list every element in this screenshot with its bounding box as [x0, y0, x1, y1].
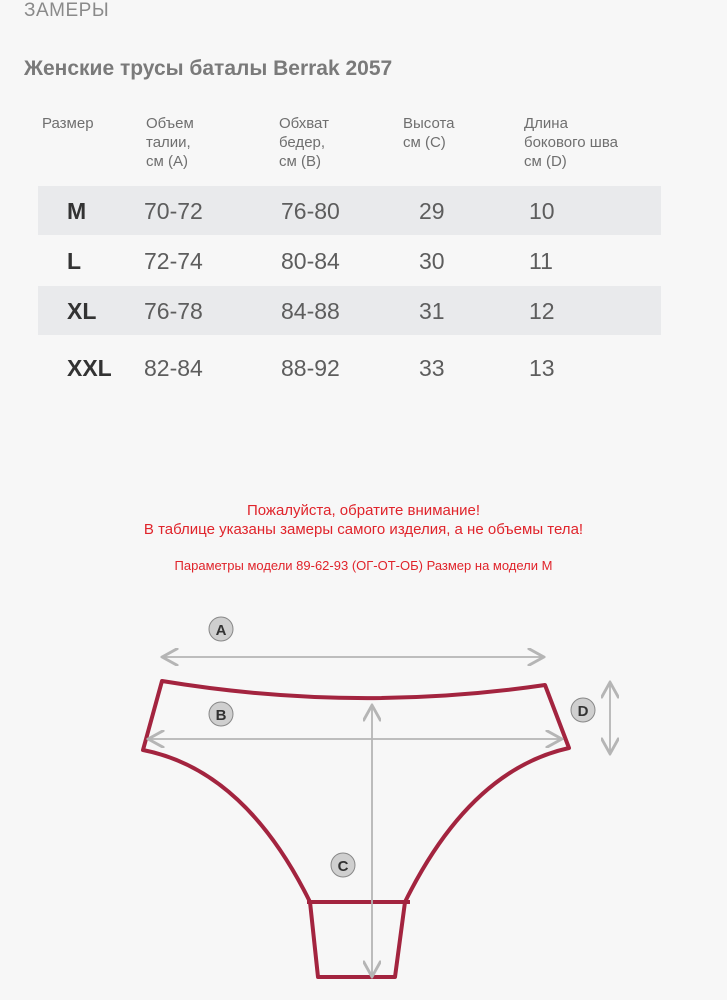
note-attention: Пожалуйста, обратите внимание! [246, 502, 481, 519]
note-measurements: В таблице указаны замеры самого изделия, а не объемы тела! [143, 521, 584, 538]
hips-cell: 80-84 [281, 248, 340, 274]
label-d: D [577, 703, 589, 720]
side-cell: 12 [529, 298, 555, 324]
header-height: Высота см (C) [403, 115, 455, 151]
height-cell: 31 [419, 298, 445, 324]
size-cell: M [67, 198, 87, 224]
briefs-outline [143, 681, 569, 977]
size-cell: L [67, 248, 82, 274]
label-a: A [215, 622, 227, 639]
label-c: C [337, 858, 349, 875]
header-waist: Объем талии, см (A) [146, 115, 194, 170]
size-cell: XL [67, 298, 97, 324]
side-cell: 11 [529, 248, 553, 274]
height-cell: 29 [419, 198, 445, 224]
header-side-seam: Длина бокового шва см (D) [524, 115, 618, 170]
waist-cell: 72-74 [144, 248, 203, 274]
size-cell: XXL [67, 355, 112, 381]
hips-cell: 76-80 [281, 198, 340, 224]
hips-cell: 84-88 [281, 298, 340, 324]
header-size: Размер [42, 115, 94, 132]
side-cell: 13 [529, 355, 555, 381]
waist-cell: 70-72 [144, 198, 203, 224]
badge-c [331, 853, 355, 877]
section-label: ЗАМЕРЫ [24, 0, 110, 21]
note-model-params: Параметры модели 89-62-93 (ОГ-ОТ-ОБ) Размер на модели М [174, 558, 553, 573]
waist-cell: 82-84 [144, 355, 203, 381]
height-cell: 30 [419, 248, 445, 274]
height-cell: 33 [419, 355, 445, 381]
label-b: B [215, 707, 227, 724]
badge-a [209, 617, 233, 641]
side-cell: 10 [529, 198, 555, 224]
header-hips: Обхват бедер, см (B) [279, 115, 329, 170]
badge-d [571, 698, 595, 722]
hips-cell: 88-92 [281, 355, 340, 381]
waist-cell: 76-78 [144, 298, 203, 324]
product-title: Женские трусы баталы Berrak 2057 [24, 57, 393, 80]
badge-b [209, 702, 233, 726]
